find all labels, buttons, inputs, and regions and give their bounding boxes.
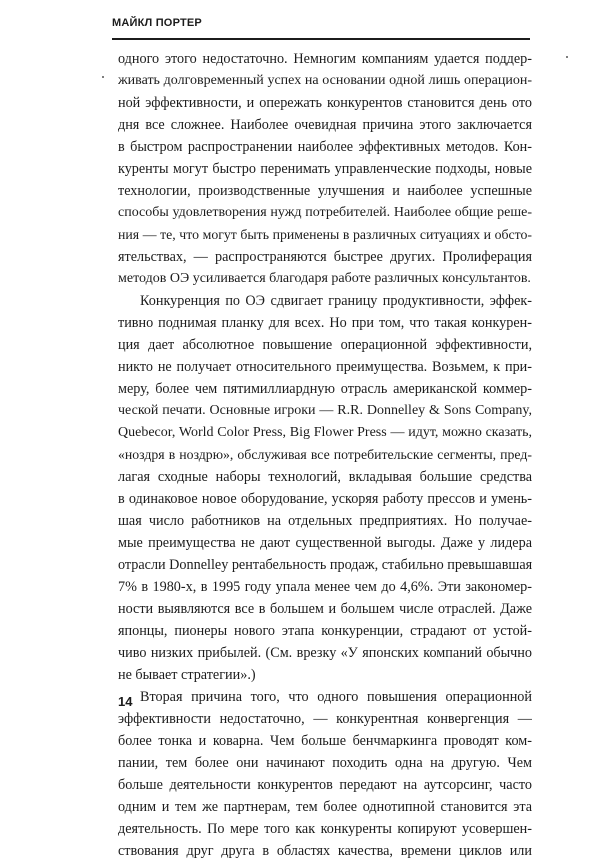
- text-line: дня все сложнее. Наиболее очевидная причина этого заключается: [118, 117, 532, 133]
- scan-speck: [566, 56, 568, 58]
- text-line: тивно поднимая планку для всех. Но при том, что такая конкурен-: [118, 315, 532, 331]
- text-line: больше деятельности конкурентов передают на аутсорсинг, часто: [118, 777, 532, 793]
- text-line: ности выявляются все в большем и большем числе отраслей. Даже: [118, 601, 532, 617]
- text-line: эффективности недостаточно, — конкурентная конвергенция —: [118, 711, 532, 727]
- text-line: меру, более чем пятимиллиардную отрасль американской коммер-: [118, 381, 532, 397]
- text-line: ческой печати. Основные игроки — R.R. Donnelley & Sons Company,: [118, 403, 532, 418]
- text-line: в одинаковое новое оборудование, ускоряя работу прессов и умень-: [118, 491, 532, 507]
- text-line: «ноздря в ноздрю», обслуживая все потребительские сегменты, пред-: [118, 447, 532, 462]
- text-line: живать долговременный успех на основании одной лишь операцион-: [118, 73, 532, 88]
- text-line: 7% в 1980-х, в 1995 году упала менее чем до 4,6%. Эти закономер-: [118, 579, 532, 595]
- text-line: в быстром распространении наиболее эффективных методов. Кон-: [118, 139, 532, 155]
- page-number: 14: [118, 694, 133, 709]
- text-line: мые преимущества не дают существенной выгоды. Даже у лидера: [118, 535, 532, 551]
- text-line: ятельствах, — распространяются быстрее других. Пролиферация: [118, 249, 532, 265]
- paragraph: [118, 48, 532, 290]
- text-line: технологии, производственные улучшения и наиболее успешные: [118, 183, 532, 199]
- text-line: никто не получает относительного преимущества. Возьмем, к при-: [118, 359, 532, 375]
- text-line: Конкуренция по ОЭ сдвигает границу продуктивности, эффек-: [140, 293, 532, 309]
- text-line: ния — те, что могут быть применены в различных ситуациях и обсто-: [118, 227, 532, 242]
- text-line: японцы, пионеры нового этапа конкуренции, страдают от устой-: [118, 623, 532, 639]
- text-line: деятельность. По мере того как конкуренты копируют усовершен-: [118, 821, 532, 837]
- text-line: ствования друг друга в областях качества, времени циклов или: [118, 843, 532, 859]
- text-line: лагая сходные наборы технологий, вкладывая большие средства: [118, 469, 532, 485]
- text-line: чиво низких прибылей. (См. врезку «У японских компаний обычно: [118, 645, 532, 661]
- text-line: одним и тем же партнерам, тем более однотипной становится эта: [118, 799, 532, 815]
- text-line: пании, тем более они начинают походить одна на другую. Чем: [118, 755, 532, 771]
- text-line: ной эффективности, и опережать конкурентов становится день ото: [118, 95, 532, 111]
- text-line: куренты могут быстро перенимать управленческие подходы, новые: [118, 161, 532, 177]
- text-line: не бывает стратегии».): [118, 667, 256, 683]
- text-line: отрасли Donnelley рентабельность продаж, стабильно превышавшая: [118, 557, 532, 573]
- text-line: более тонка и коварна. Чем больше бенчмаркинга проводят ком-: [118, 733, 532, 749]
- body-text: [118, 48, 532, 862]
- running-header-title: МАЙКЛ ПОРТЕР: [112, 17, 202, 29]
- paragraph: [118, 290, 532, 686]
- text-line: Вторая причина того, что одного повышения операционной: [140, 689, 532, 705]
- running-header: [112, 8, 530, 40]
- text-line: шая число работников на отдельных предприятиях. Но получае-: [118, 513, 532, 529]
- paragraph: [118, 686, 532, 862]
- text-line: способы удовлетворения нужд потребителей. Наиболее общие реше-: [118, 205, 532, 220]
- scan-speck: [102, 76, 104, 78]
- text-line: методов ОЭ усиливается благодаря работе различных консультантов.: [118, 271, 531, 286]
- text-line: Quebecor, World Color Press, Big Flower Press — идут, можно сказать,: [118, 425, 532, 440]
- text-line: одного этого недостаточно. Немногим компаниям удается поддер-: [118, 51, 532, 67]
- text-line: ция дает абсолютное повышение операционной эффективности,: [118, 337, 532, 353]
